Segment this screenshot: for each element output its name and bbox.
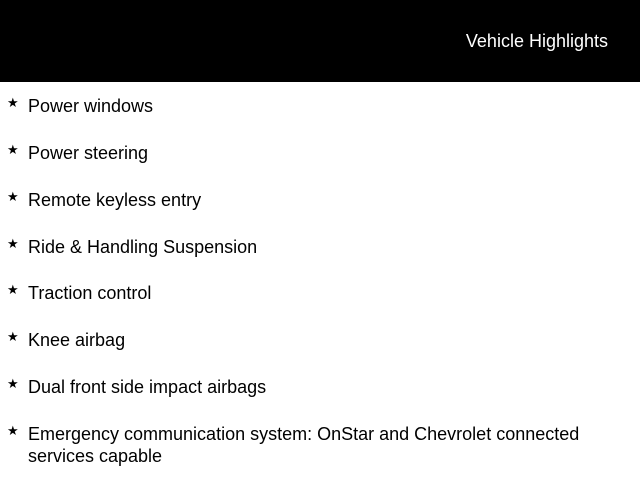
list-item-label: Power steering [28, 143, 149, 163]
list-item-label: Traction control [28, 283, 152, 303]
list-item-label: Ride & Handling Suspension [28, 237, 258, 257]
page-title: Vehicle Highlights [465, 31, 608, 51]
list-item-label: Emergency communication system: OnStar and Chevrolet connected services capable [28, 424, 580, 466]
star-icon: ★ [7, 283, 19, 298]
star-icon: ★ [7, 237, 19, 252]
star-icon: ★ [7, 424, 19, 439]
star-icon: ★ [7, 377, 19, 392]
star-icon: ★ [7, 96, 19, 111]
list-item-label: Knee airbag [28, 330, 126, 350]
list-item-label: Power windows [28, 96, 154, 116]
star-icon: ★ [7, 143, 19, 158]
list-item-label: Remote keyless entry [28, 190, 202, 210]
list-item-label: Dual front side impact airbags [28, 377, 267, 397]
star-icon: ★ [7, 190, 19, 205]
header-bar [0, 0, 640, 82]
star-icon: ★ [7, 330, 19, 345]
